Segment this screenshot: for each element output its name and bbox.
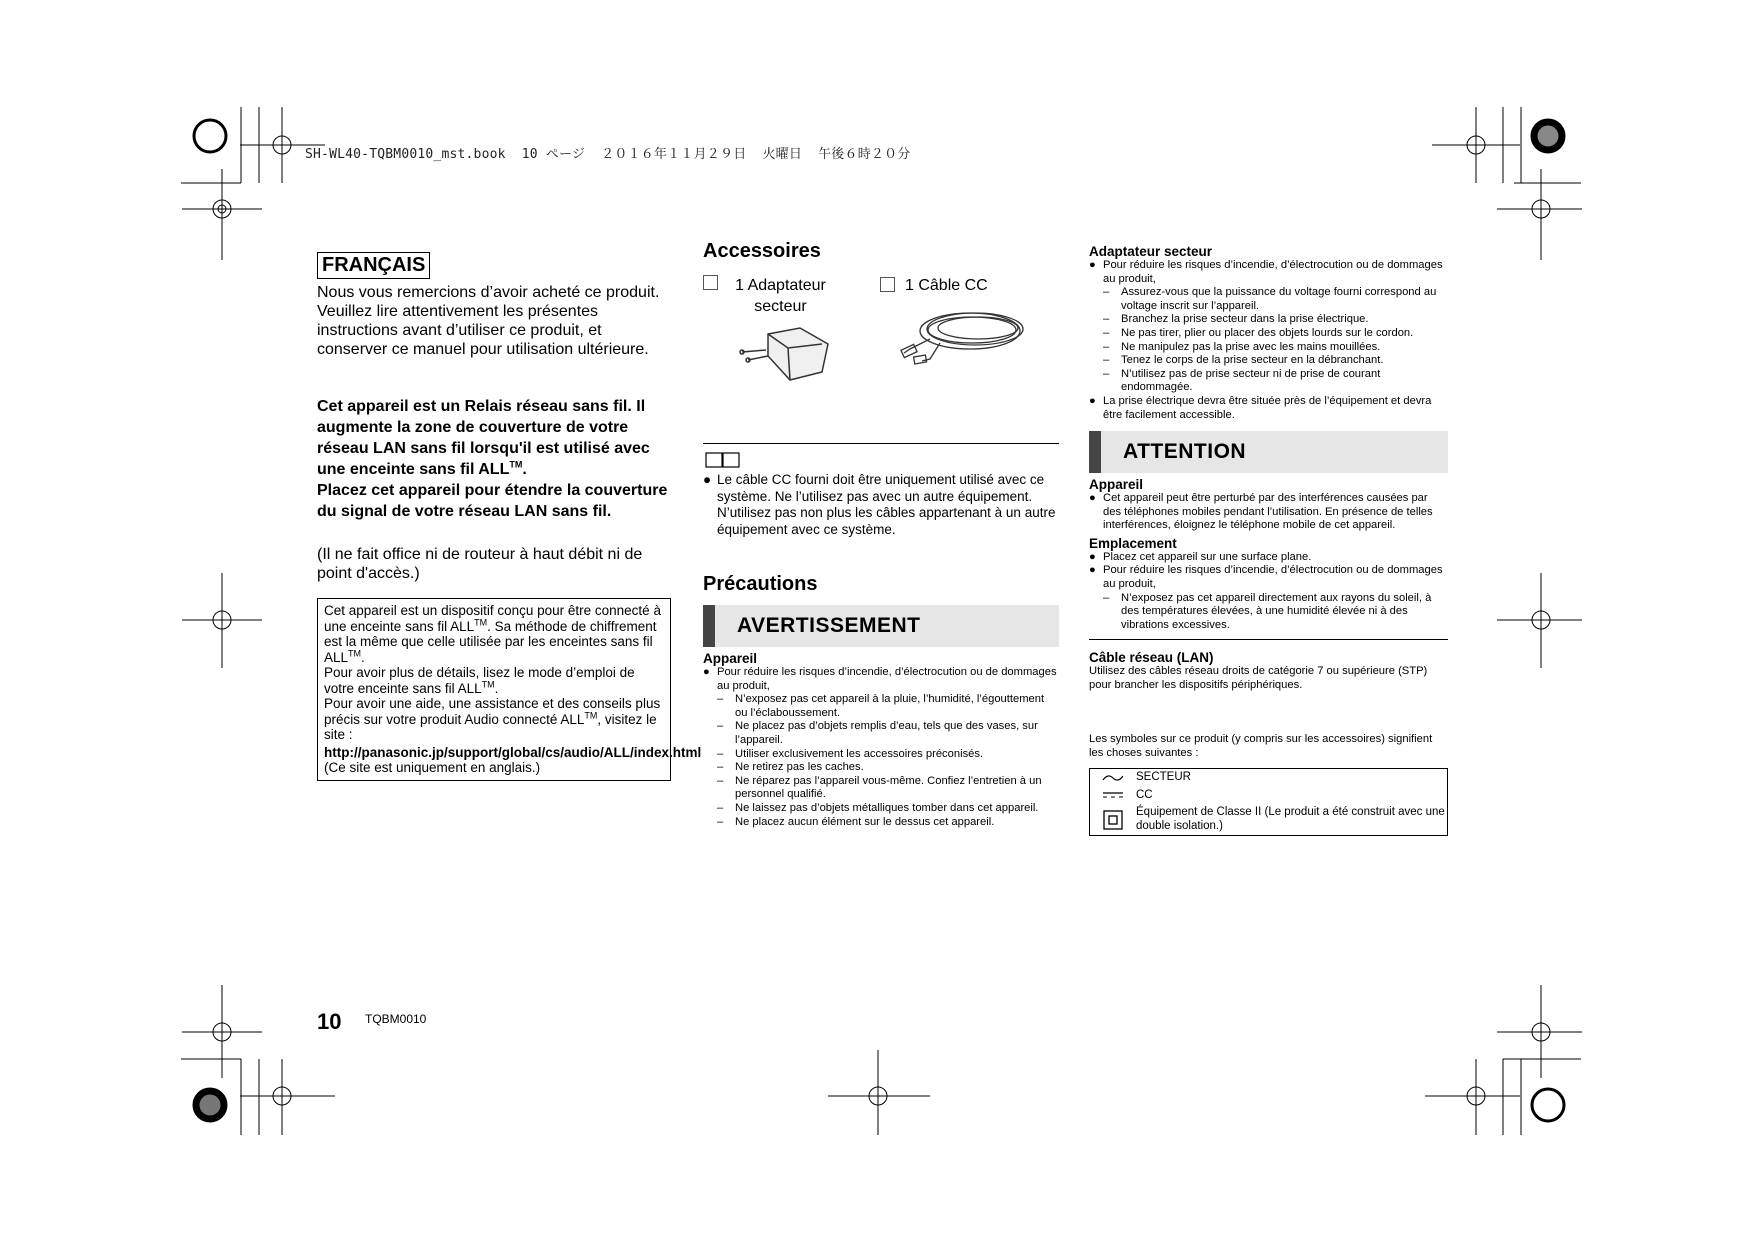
warning-banner [703, 605, 1059, 647]
document-code: TQBM0010 [365, 1012, 427, 1026]
dash-icon: – [1103, 286, 1110, 299]
bullet-icon: ● [703, 666, 710, 678]
adapter-list [1089, 259, 1448, 422]
dc-icon [1090, 789, 1136, 803]
lan-text: Utilisez des câbles réseau droits de catégorie 7 ou supérieure (STP) pour brancher les dispositifs périphériques. [1089, 665, 1428, 691]
dash-icon: – [717, 747, 724, 760]
bullet-icon: ● [1089, 492, 1096, 504]
dc-cable-illustration [900, 303, 1030, 365]
product-description-2: Placez cet appareil pour étendre la couverture du signal de votre réseau LAN sans fil. [317, 482, 668, 520]
list-item: Ne réparez pas l’appareil vous-même. Confiez l’entretien à un personnel qualifié. [735, 774, 1042, 801]
dash-icon: – [1103, 313, 1110, 326]
symbol-label: CC [1136, 788, 1153, 801]
list-item: Assurez-vous que la puissance du voltage fourni correspond au voltage inscrit sur l’appareil. [1121, 286, 1437, 312]
symbol-row [1090, 769, 1447, 787]
symbol-row [1090, 804, 1447, 835]
dash-icon: – [717, 720, 724, 733]
product-description-1 [317, 396, 669, 480]
info-text: . Sa méthode de chiffrement est la même que celle utilisée par les enceintes sans fil ALL [324, 618, 657, 665]
trademark-sup: TM [481, 679, 495, 689]
product-description-text: Cet appareil est un Relais réseau sans fil. Il augmente la zone de couverture de votre réseau LAN sans fil lorsqu'il est utilisé avec une enceinte sans fil ALL [317, 398, 650, 478]
dash-icon: – [1103, 591, 1110, 604]
list-item: Placez cet appareil sur une surface plane. [1103, 550, 1312, 563]
emplacement-title: Emplacement [1089, 535, 1177, 551]
symbol-label: SECTEUR [1136, 771, 1191, 783]
dash-icon: – [717, 815, 724, 828]
period: . [494, 680, 499, 696]
ac-adapter-illustration [738, 326, 838, 388]
list-item: Utiliser exclusivement les accessoires préconisés. [735, 747, 984, 760]
symbol-row [1090, 787, 1447, 805]
list-item: Tenez le corps de la prise secteur en la débranchant. [1121, 354, 1384, 367]
attention-appareil-title: Appareil [1089, 477, 1144, 492]
dash-icon: – [1103, 354, 1110, 367]
list-item: N’utilisez pas de prise secteur ni de prise de courant endommagée. [1121, 367, 1381, 394]
trademark-sup: TM [348, 648, 362, 658]
intro-text [317, 283, 669, 359]
period: . [361, 649, 365, 665]
symbol-label: Équipement de Classe II (Le produit a été construit avec une double isolation.) [1136, 806, 1445, 832]
dash-icon: – [1103, 340, 1110, 353]
info-text: Cet appareil est un dispositif conçu pour être connecté à une enceinte sans fil ALL [324, 603, 661, 634]
accessories-title: Accessoires [703, 240, 821, 262]
support-url-link[interactable]: http://panasonic.jp/support/global/cs/audio/ALL/index.html [324, 744, 702, 760]
list-item: Ne placez aucun élément sur le dessus cet appareil. [735, 815, 995, 828]
trademark-sup: TM [474, 617, 488, 627]
lan-title: Câble réseau (LAN) [1089, 650, 1214, 665]
bullet-icon: ● [703, 472, 712, 487]
warning-banner-label: AVERTISSEMENT [737, 614, 921, 637]
all-speaker-info-box [317, 598, 702, 781]
product-description [317, 396, 669, 522]
note-text: Le câble CC fourni doit être uniquement utilisé avec ce système. Ne l’utilisez pas avec un autre équipement. N’utilisez pas non plus les câbles appartenant à un autre équipement avec ce système. [717, 472, 1056, 537]
checkbox-icon [703, 275, 718, 290]
bullet-icon: ● [1089, 564, 1096, 577]
intro-paragraph-2: Veuillez lire attentivement les présentes instructions avant d’utiliser ce produit, et conserver ce manuel pour utilisation ultérieure. [317, 303, 649, 358]
list-item: Ne manipulez pas la prise avec les mains mouillées. [1121, 340, 1381, 353]
dash-icon: – [717, 774, 724, 787]
bullet-icon: ● [1089, 259, 1096, 271]
print-header-line: SH-WL40-TQBM0010_mst.book 10 ページ ２０１６年１１月２９日 火曜日 午後６時２０分 [305, 147, 911, 162]
warning-appareil-title: Appareil [703, 651, 758, 666]
warning-appareil-section [703, 651, 1059, 829]
attention-banner-label: ATTENTION [1123, 440, 1247, 463]
router-note: (Il ne fait office ni de routeur à haut débit ni de point d'accès.) [317, 546, 643, 582]
ac-wave-icon [1090, 771, 1136, 785]
dc-cable-note [703, 472, 1059, 538]
list-item: N’exposez pas cet appareil à la pluie, l’humidité, l’égouttement ou l’éclaboussement. [735, 693, 1045, 719]
page-number: 10 [317, 1009, 342, 1034]
adapter-title: Adaptateur secteur [1089, 244, 1213, 259]
dash-icon: – [1103, 326, 1110, 339]
section-divider [703, 443, 1059, 444]
list-item: Pour réduire les risques d’incendie, d’électrocution ou de dommages au produit, [1103, 564, 1443, 590]
list-item: Branchez la prise secteur dans la prise électrique. [1121, 313, 1369, 326]
bullet-icon: ● [1089, 394, 1096, 407]
info-text: , visitez le site : [324, 711, 657, 742]
adapter-section [1089, 244, 1448, 422]
accessory-label: 1 Adaptateur secteur [735, 277, 826, 315]
emplacement-list [1089, 551, 1448, 633]
info-text: Pour avoir une aide, une assistance et des conseils plus précis sur votre produit Audio connecté ALL [324, 696, 661, 727]
dash-icon: – [1103, 367, 1110, 380]
checkbox-icon [880, 277, 895, 292]
trademark-sup: TM [509, 459, 523, 470]
info-text: Pour avoir plus de détails, lisez le mode d’emploi de votre enceinte sans fil ALL [324, 665, 635, 696]
period: . [522, 461, 527, 478]
lan-section [1089, 650, 1448, 692]
list-item: Pour réduire les risques d’incendie, d’électrocution ou de dommages au produit, [717, 666, 1057, 692]
symbols-table [1089, 768, 1448, 836]
dash-icon: – [717, 801, 724, 814]
symbols-intro: Les symboles sur ce produit (y compris sur les accessoires) signifient les choses suivantes : [1089, 733, 1433, 759]
list-item: N’exposez pas cet appareil directement aux rayons du soleil, à des températures élevées, à une humidité élevée ni à des vibrations excessives. [1121, 591, 1432, 631]
trademark-sup: TM [584, 710, 598, 720]
attention-section [1089, 477, 1448, 632]
accessory-item-dc-cable [880, 275, 988, 296]
class2-icon [1090, 806, 1136, 833]
info-paragraph-4: (Ce site est uniquement en anglais.) [324, 760, 541, 775]
precautions-title: Précautions [703, 573, 818, 595]
info-paragraph-2 [324, 665, 664, 696]
book-icon [705, 452, 741, 469]
accessory-label: 1 Câble CC [905, 277, 988, 294]
list-item: Cet appareil peut être perturbé par des interférences causées par des téléphones mobiles pendant l’utilisation. En présence de telles interférences, éloignez le téléphone mobile de cet appareil. [1103, 492, 1433, 532]
dash-icon: – [717, 761, 724, 774]
list-item: Pour réduire les risques d’incendie, d’électrocution ou de dommages au produit, [1103, 259, 1443, 285]
accessory-item-adapter [703, 275, 853, 317]
list-item: Ne placez pas d’objets remplis d’eau, tels que des vases, sur l’appareil. [735, 720, 1038, 746]
bullet-icon: ● [1089, 550, 1096, 563]
attention-banner [1089, 431, 1448, 473]
attention-appareil-list [1089, 492, 1448, 533]
list-item: Ne pas tirer, plier ou placer des objets lourds sur le cordon. [1121, 326, 1414, 339]
list-item: La prise électrique devra être située près de l’équipement et devra être facilement accessible. [1103, 394, 1432, 421]
info-paragraph-3 [324, 696, 664, 743]
list-item: Ne laissez pas d’objets métalliques tomber dans cet appareil. [735, 801, 1039, 814]
section-divider [1089, 639, 1448, 640]
intro-paragraph-1: Nous vous remercions d’avoir acheté ce produit. [317, 284, 660, 301]
language-label: FRANÇAIS [317, 252, 430, 279]
list-item: Ne retirez pas les caches. [735, 761, 864, 774]
warning-appareil-list [703, 666, 1059, 829]
dash-icon: – [717, 693, 724, 706]
info-paragraph-1 [324, 603, 664, 665]
